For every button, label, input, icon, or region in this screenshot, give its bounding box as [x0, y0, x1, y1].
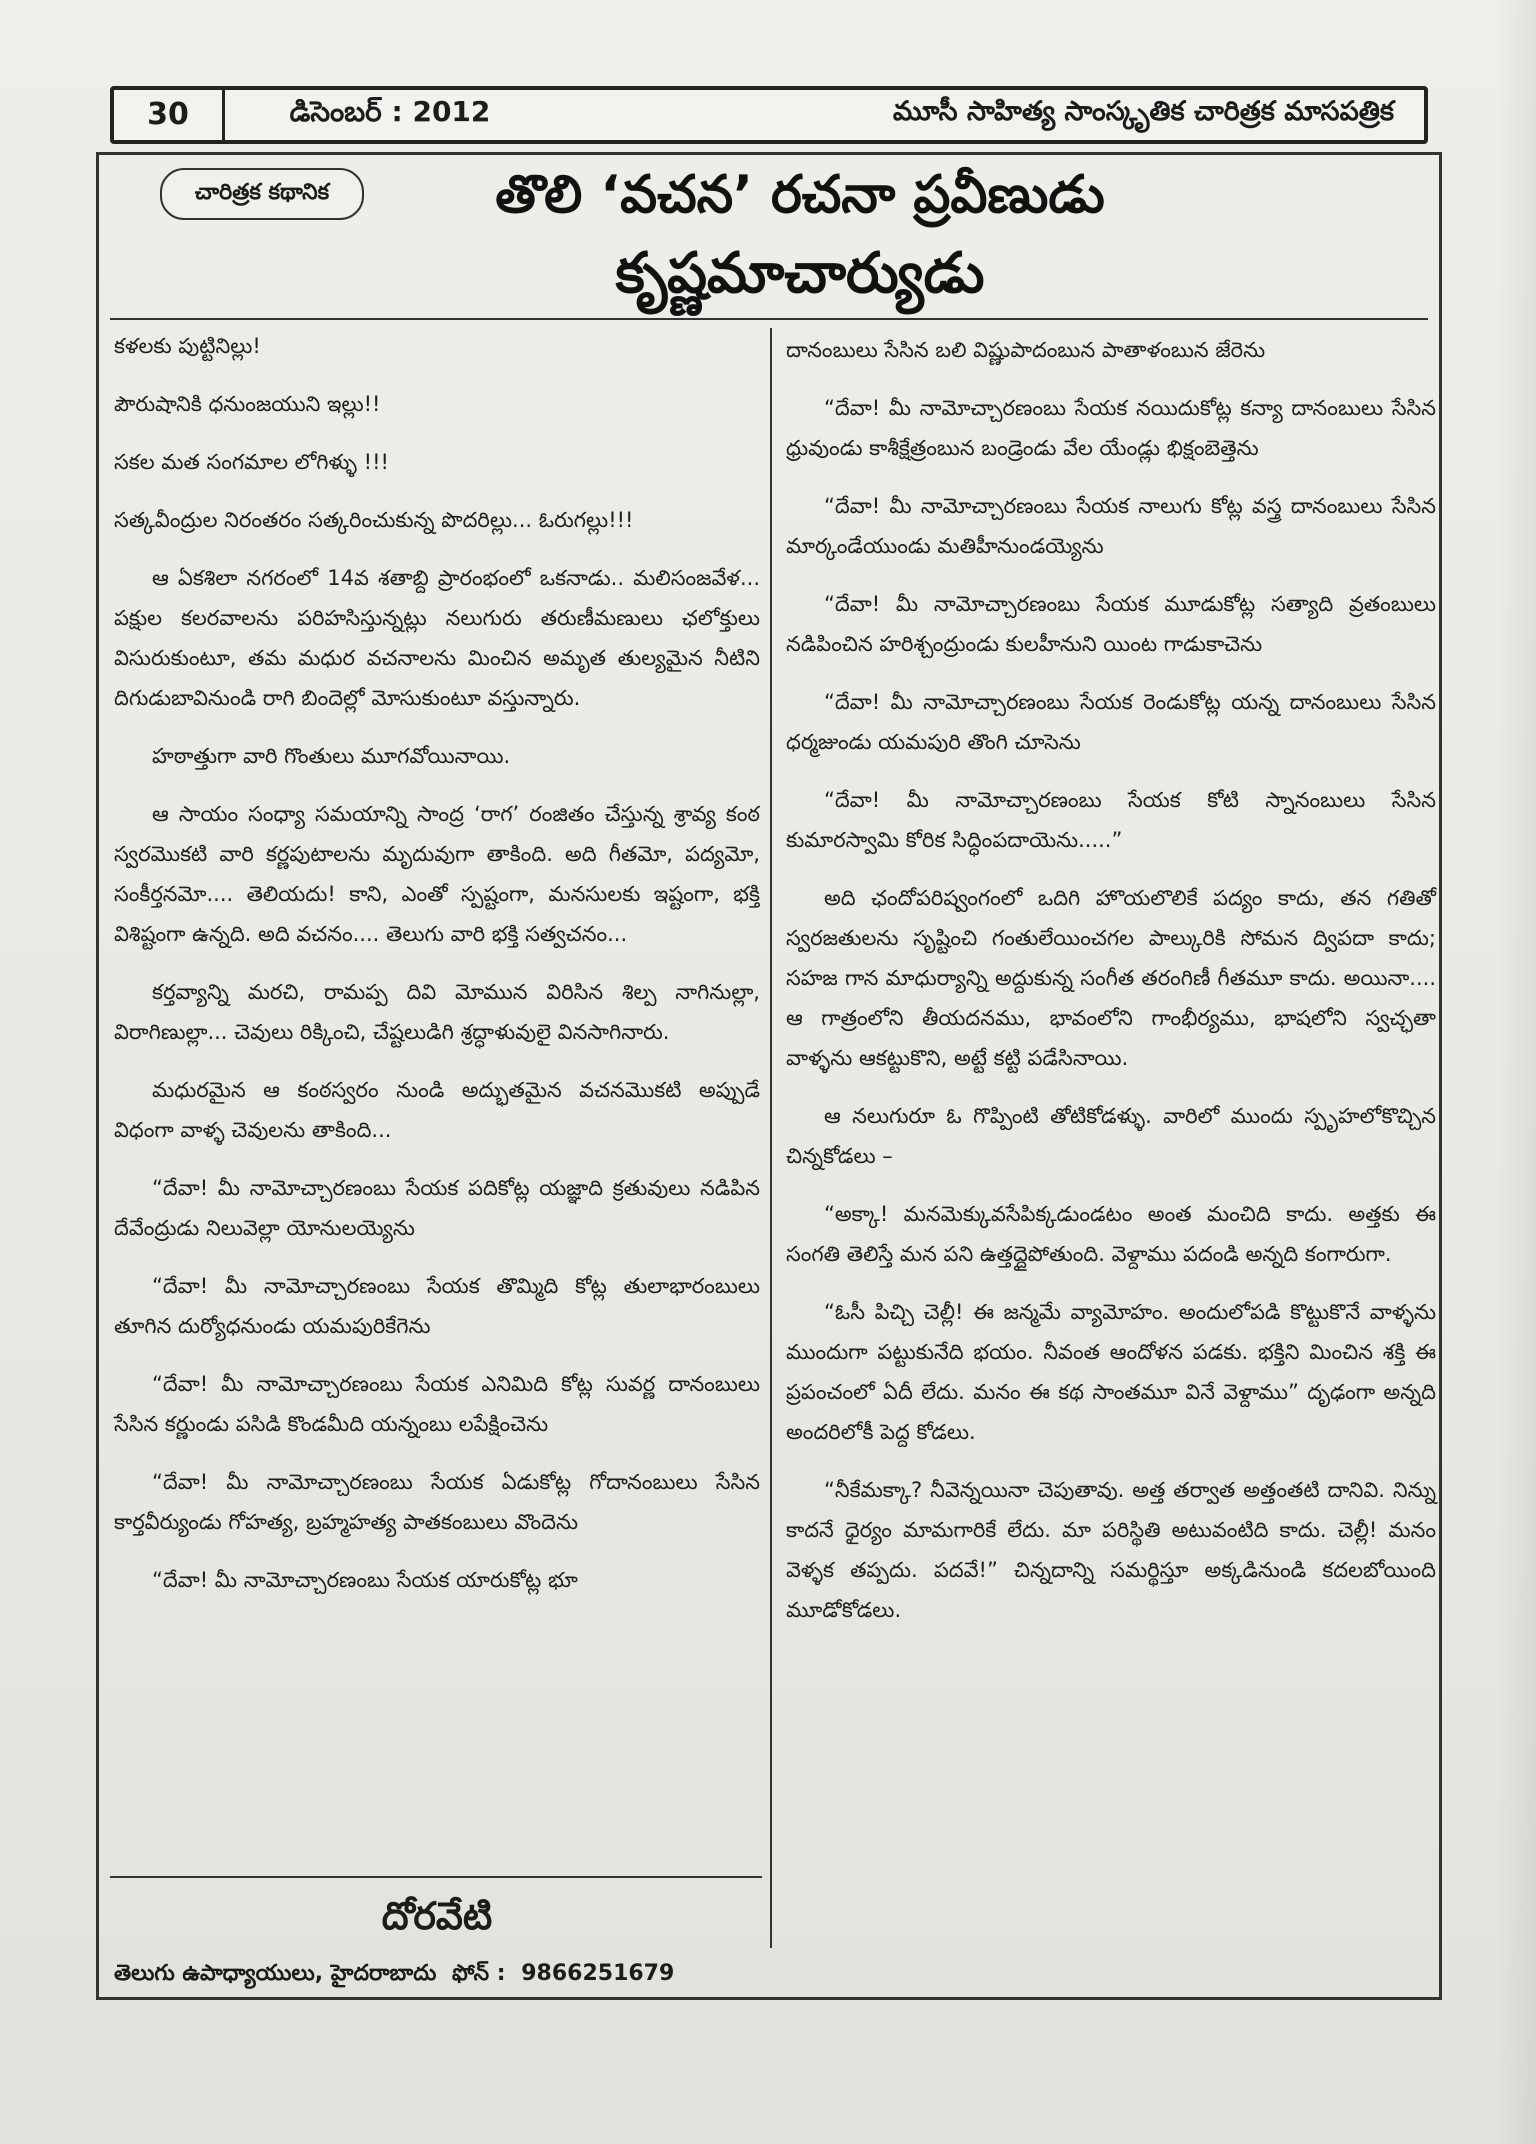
paragraph: “దేవా! మీ నామోచ్చారణంబు సేయక ఏడుకోట్ల గోదానంబులు సేసిన కార్తవీర్యుండు గోహత్య, బ్రహ్మహత్య పాతకంబులు వొందెను — [114, 1470, 760, 1534]
magazine-name: మూసీ సాహిత్య సాంస్కృతిక చారిత్రక మాసపత్రిక — [892, 96, 1394, 127]
paragraph: “అక్కా! మనమెక్కువసేపిక్కడుండటం అంత మంచిది కాదు. అత్తకు ఈ సంగతి తెలిస్తే మన పని ఉత్తద్దైపోతుంది. వెళ్దాము పదండి అన్నది కంగారుగా. — [786, 1202, 1436, 1266]
paragraph: “దేవా! మీ నామోచ్చారణంబు సేయక యారుకోట్ల భూ — [152, 1568, 578, 1592]
phone-number: 9866251679 — [521, 1961, 675, 1986]
paragraph: “దేవా! మీ నామోచ్చారణంబు సేయక నయిదుకోట్ల కన్యా దానంబులు సేసిన ధ్రువుండు కాశీక్షేత్రంబున బండ్రెండు వేల యేండ్లు భిక్షంబెత్తెను — [786, 396, 1436, 460]
paragraph: పౌరుషానికి ధనుంజయుని ఇల్లు!! — [114, 392, 381, 416]
paragraph: ఆ సాయం సంధ్యా సమయాన్ని సాంద్ర ‘రాగ’ రంజితం చేస్తున్న శ్రావ్య కంఠ స్వరమొకటి వారి కర్ణపుటాలను మృదువుగా తాకింది. అది గీతమో, పద్యమో, సంకీర్తనమో.... తెలియదు! కాని, ఎంతో స్పష్టంగా, మనసులకు ఇష్టంగా, భక్తి విశిష్టంగా ఉన్నది. అది వచనం.... తెలుగు వారి భక్తి సత్వచనం... — [114, 802, 760, 946]
paragraph: ఆ నలుగురూ ఓ గొప్పింటి తోటికోడళ్ళు. వారిలో ముందు స్పృహలోకొచ్చిన చిన్నకోడలు – — [786, 1104, 1436, 1168]
paragraph: దానంబులు సేసిన బలి విష్ణుపాదంబున పాతాళంబున జేరెను — [786, 338, 1266, 362]
phone-label: ఫోన్ : — [452, 1961, 506, 1986]
paragraph: “దేవా! మీ నామోచ్చారణంబు సేయక కోటి స్నానంబులు సేసిన కుమారస్వామి కోరిక సిద్ధింపదాయెను.....” — [786, 788, 1436, 852]
article-title-line2: కృష్ణమాచార్యుడు — [615, 241, 985, 306]
issue-date: డిసెంబర్ : 2012 — [289, 95, 491, 128]
paragraph: “దేవా! మీ నామోచ్చారణంబు సేయక మూడుకోట్ల సత్యాది వ్రతంబులు నడిపించిన హరిశ్చంద్రుండు కులహీనుని యింట గాడుకాచెను — [786, 592, 1436, 656]
paragraph: “దేవా! మీ నామోచ్చారణంబు సేయక ఎనిమిది కోట్ల సువర్ణ దానంబులు సేసిన కర్ణుండు పసిడి కొండమీది యన్నంబు లపేక్షించెను — [114, 1372, 760, 1436]
author-name: దోరవేటి — [381, 1894, 493, 1938]
article-title-line1: తొలి ‘వచన’ రచనా ప్రవీణుడు — [495, 165, 1105, 225]
paragraph: “దేవా! మీ నామోచ్చారణంబు సేయక పదికోట్ల యజ్ఞాది క్రతువులు నడిపిన దేవేంద్రుడు నిలువెల్లా యోనులయ్యెను — [114, 1176, 760, 1240]
column-divider — [770, 328, 772, 1948]
paragraph: సకల మత సంగమాల లోగిళ్ళు !!! — [114, 450, 389, 474]
right-column — [786, 330, 1436, 1648]
paragraph: మధురమైన ఆ కంఠస్వరం నుండి అద్భుతమైన వచనమొకటి అప్పుడే విధంగా వాళ్ళ చెవులను తాకింది... — [114, 1078, 760, 1142]
paragraph: హఠాత్తుగా వారి గొంతులు మూగవోయినాయి. — [152, 744, 511, 768]
page-number: 30 — [114, 90, 225, 140]
paragraph: కళలకు పుట్టినిల్లు! — [114, 334, 261, 358]
paragraph: “దేవా! మీ నామోచ్చారణంబు సేయక తొమ్మిది కోట్ల తులాభారంబులు తూగిన దుర్యోధనుండు యమపురికేగెను — [114, 1274, 760, 1338]
left-column — [114, 326, 760, 1618]
author-designation: తెలుగు ఉపాధ్యాయులు, హైదరాబాదు — [114, 1961, 437, 1986]
paragraph: కర్తవ్యాన్ని మరచి, రామప్ప దివి మోమున విరిసిన శిల్ప నాగినుల్లా, విరాగిణుల్లా... చెవులు రిక్కించి, చేష్టలుడిగి శ్రద్ధాళువులై వినసాగినారు. — [114, 980, 760, 1044]
author-info — [114, 1956, 760, 1992]
paragraph: “నీకేమక్కా? నీవెన్నయినా చెపుతావు. అత్త తర్వాత అత్తంతటి దానివి. నిన్ను కాదనే ధైర్యం మామగారికే లేదు. మా పరిస్థితి అటువంటిది కాదు. చెల్లీ! మనం వెళ్ళక తప్పదు. పదవే!” చిన్నదాన్ని సమర్థిస్తూ అక్కడినుండి కదలబోయింది మూడోకోడలు. — [786, 1478, 1436, 1622]
paragraph: “ఓసీ పిచ్చి చెల్లీ! ఈ జన్మమే వ్యామోహం. అందులోపడి కొట్టుకొనే వాళ్ళను ముందుగా పట్టుకునేది భయం. నీవంత ఆందోళన పడకు. భక్తిని మించిన శక్తి ఈ ప్రపంచంలో ఏదీ లేదు. మనం ఈ కథ సాంతమూ వినే వెళ్దాము” దృఢంగా అన్నది అందరిలోకీ పెద్ద కోడలు. — [786, 1300, 1436, 1444]
page-header — [110, 86, 1428, 144]
author-divider — [110, 1876, 762, 1878]
paragraph: అది ఛందోపరిష్వంగంలో ఒదిగి హొయలొలికే పద్యం కాదు, తన గతితో స్వరజతులను సృష్టించి గంతులేయించగల పాల్కురికి సోమన ద్విపదా కాదు; సహజ గాన మాధుర్యాన్ని అద్దుకున్న సంగీత తరంగిణీ గీతమూ కాదు. అయినా.... ఆ గాత్రంలోని తీయదనము, భావంలోని గాంభీర్యము, భాషలోని స్వచ్ఛతా వాళ్ళను ఆకట్టుకొని, అట్టే కట్టి పడేసినాయి. — [786, 886, 1436, 1070]
paragraph: “దేవా! మీ నామోచ్చారణంబు సేయక రెండుకోట్ల యన్న దానంబులు సేసిన ధర్మజుండు యమపురి తొంగి చూసెను — [786, 690, 1436, 754]
category-tag: చారిత్రక కథానిక — [160, 168, 364, 220]
title-divider — [110, 318, 1428, 320]
paragraph: సత్కవీంద్రుల నిరంతరం సత్కరించుకున్న పొదరిల్లు... ఓరుగల్లు!!! — [114, 508, 634, 532]
paragraph: ఆ ఏకశిలా నగరంలో 14వ శతాబ్ది ప్రారంభంలో ఒకనాడు.. మలిసంజవేళ... పక్షుల కలరవాలను పరిహసిస్తున్నట్లు నలుగురు తరుణీమణులు ఛలోక్తులు విసురుకుంటూ, తమ మధుర వచనాలను మించిన అమృత తుల్యమైన నీటిని దిగుడుబావినుండి రాగి బిందెల్లో మోసుకుంటూ వస్తున్నారు. — [114, 566, 760, 710]
paragraph: “దేవా! మీ నామోచ్చారణంబు సేయక నాలుగు కోట్ల వస్త్ర దానంబులు సేసిన మార్కండేయుండు మతిహీనుండయ్యెను — [786, 494, 1436, 558]
